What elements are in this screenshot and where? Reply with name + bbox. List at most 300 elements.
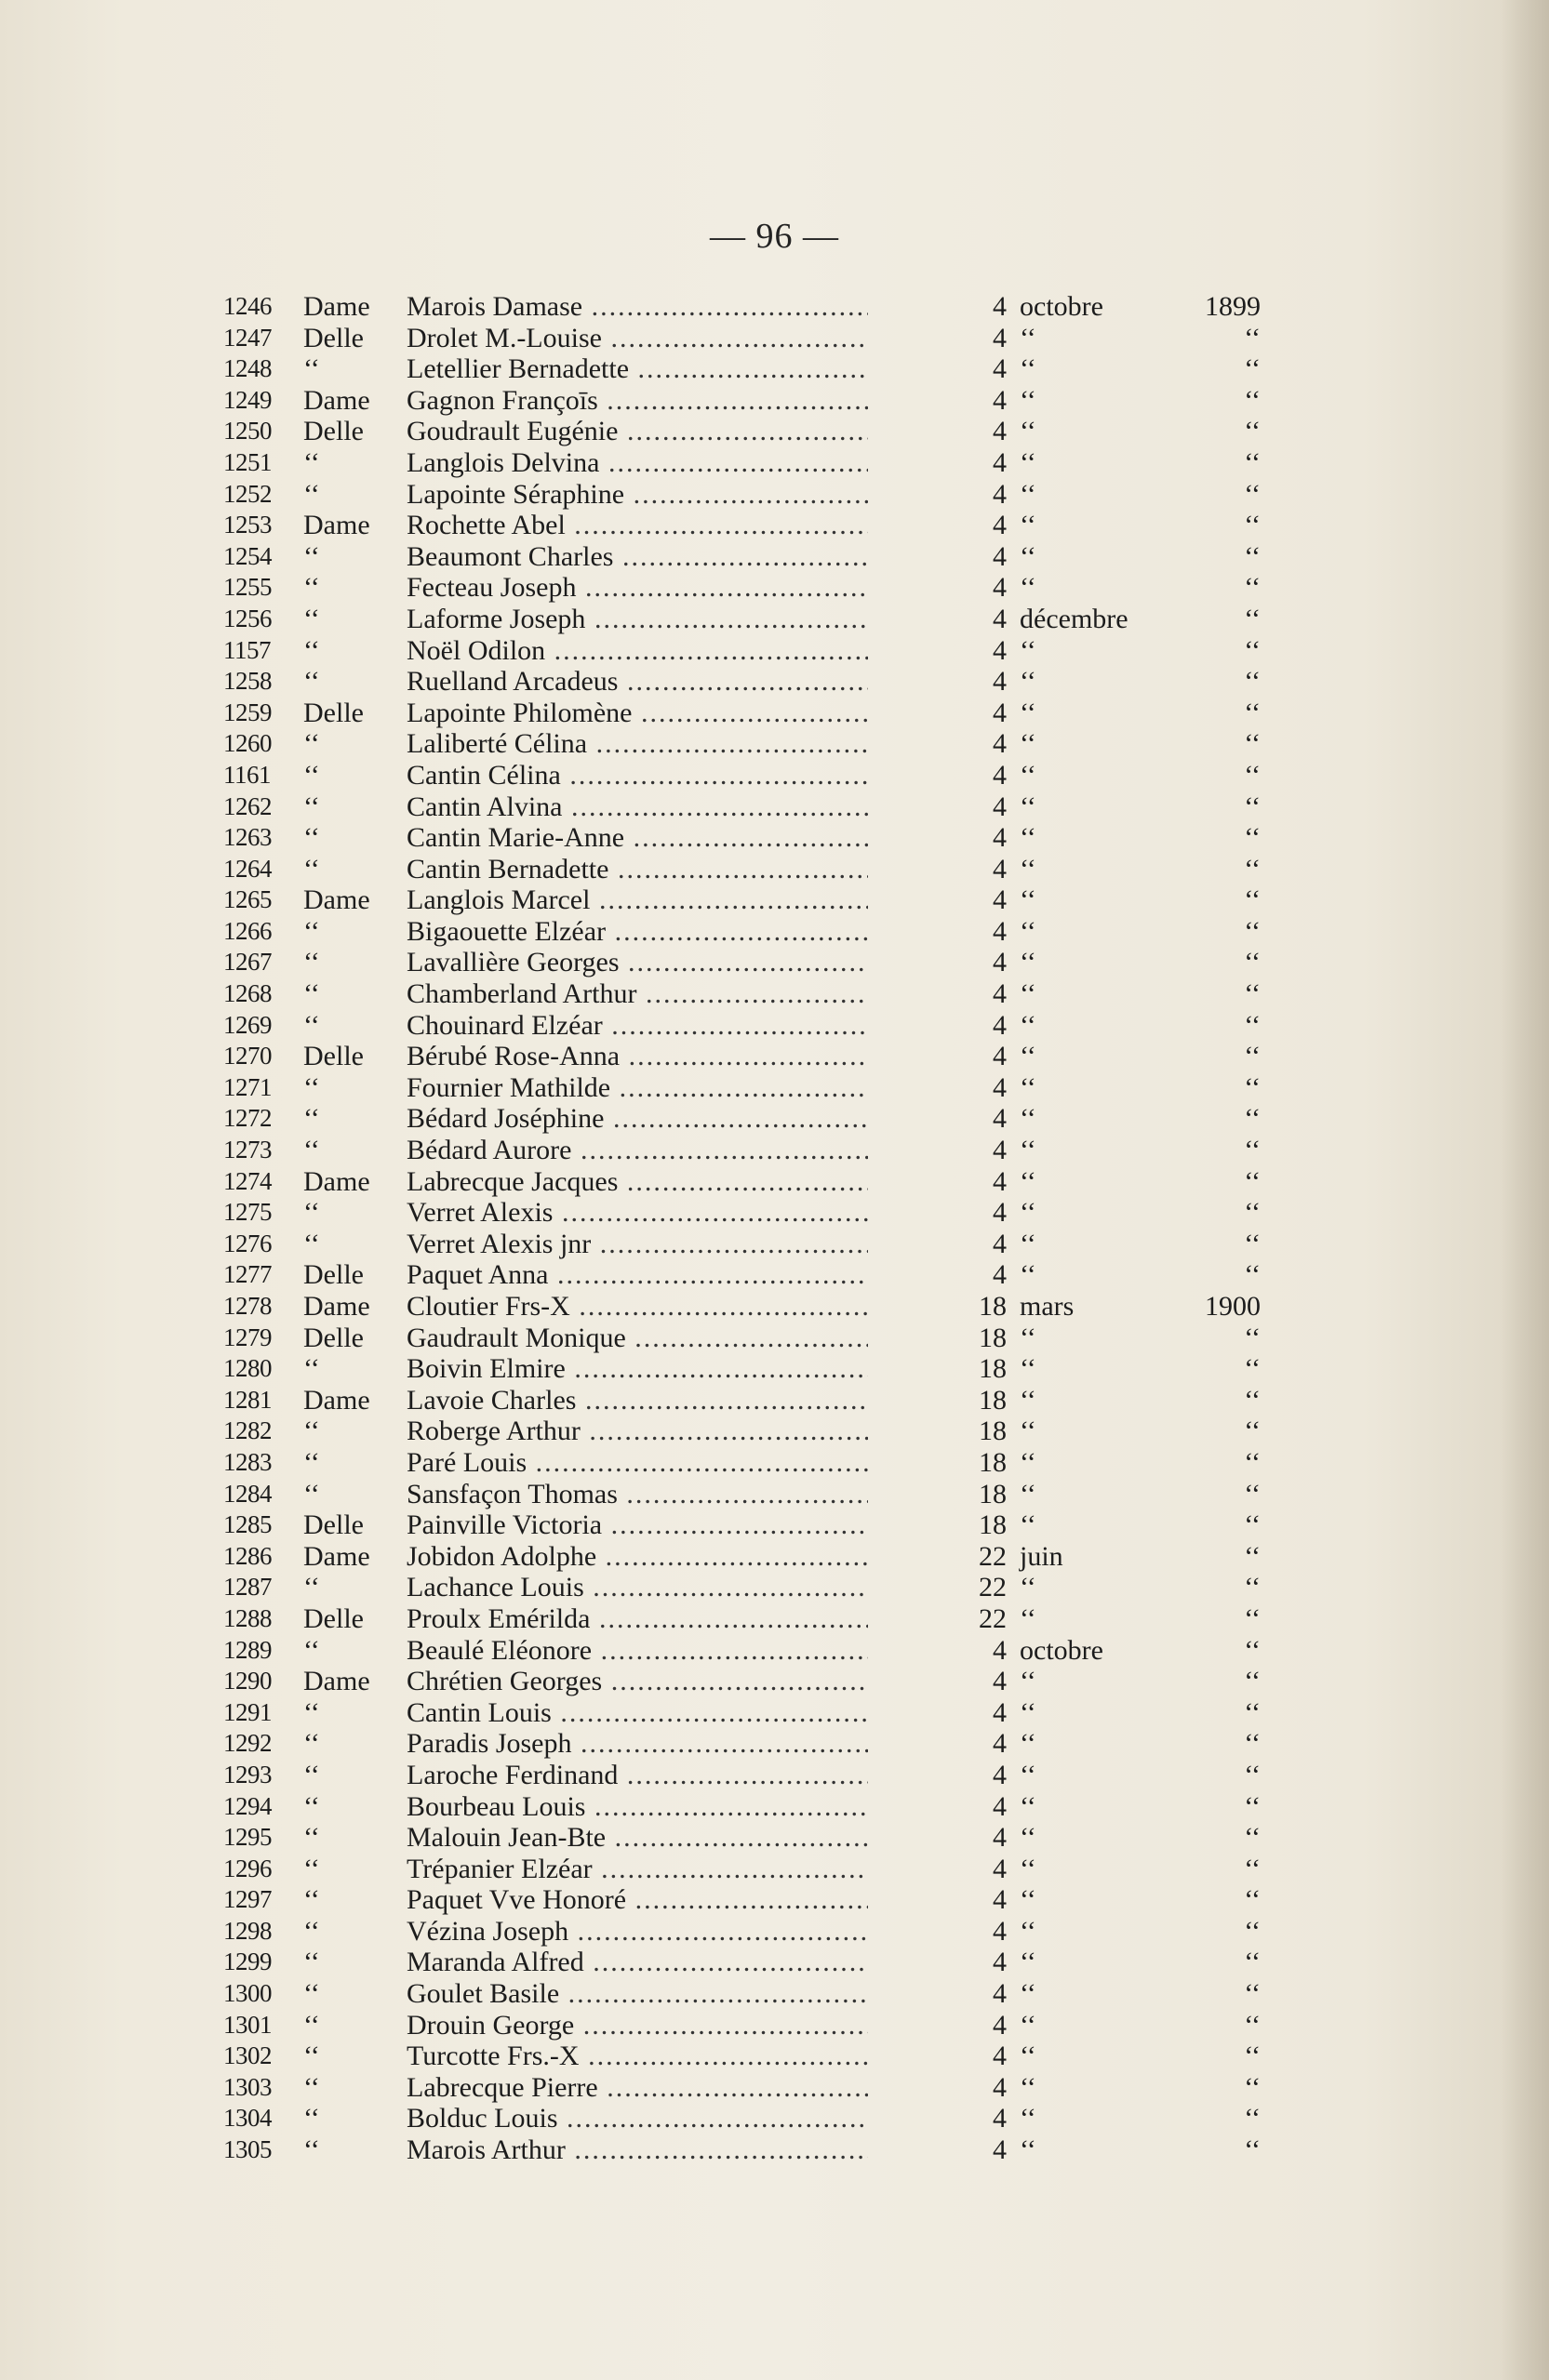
entry-year: ‘‘	[1244, 822, 1261, 854]
entry-number: 1252	[223, 479, 272, 508]
entry-row	[0, 2134, 1549, 2166]
entry-row	[0, 416, 1549, 447]
entry-row	[0, 1697, 1549, 1729]
entry-row	[0, 1947, 1549, 1978]
entry-name-cell	[407, 1479, 868, 1510]
entry-row	[0, 666, 1549, 698]
entry-year: ‘‘	[1244, 1322, 1261, 1353]
entry-title: ‘‘	[303, 728, 320, 760]
entry-name-cell	[407, 1978, 868, 2010]
entry-year: ‘‘	[1244, 915, 1261, 947]
entry-day: 18	[979, 1416, 1007, 1447]
entry-name-cell	[407, 791, 868, 823]
entry-month: ‘‘	[1020, 1728, 1036, 1760]
entry-number: 1301	[223, 2010, 272, 2039]
entry-name: Gagnon Françoīs .....	[407, 385, 868, 417]
entry-day: 4	[993, 1759, 1007, 1790]
entry-title: Dame	[303, 1165, 370, 1197]
entry-number: 1305	[223, 2135, 272, 2164]
entry-name-cell	[407, 604, 868, 635]
entry-number: 1260	[223, 729, 272, 758]
entry-day: 4	[993, 1696, 1007, 1728]
entry-day: 22	[979, 1540, 1007, 1572]
entry-name: Boivin Elmire .....	[407, 1353, 868, 1385]
entry-title: Dame	[303, 884, 370, 916]
entry-month: ‘‘	[1020, 1947, 1036, 1978]
entry-year: ‘‘	[1244, 1103, 1261, 1135]
entry-name: Bourbeau Louis .....	[407, 1791, 868, 1823]
entry-number: 1290	[223, 1667, 272, 1695]
entry-row	[0, 479, 1549, 511]
entry-name: Roberge Arthur .....	[407, 1416, 868, 1447]
entry-name: Lapointe Philomène .....	[407, 698, 868, 729]
entry-row	[0, 822, 1549, 854]
entry-year: ‘‘	[1244, 978, 1261, 1010]
entry-name: Beaulé Eléonore .....	[407, 1635, 868, 1667]
entry-month: ‘‘	[1020, 2134, 1036, 2166]
entry-number: 1282	[223, 1416, 272, 1445]
entry-row	[0, 1916, 1549, 1948]
entry-year: ‘‘	[1244, 728, 1261, 760]
entry-day: 4	[993, 510, 1007, 541]
entry-name: Paré Louis .....	[407, 1447, 868, 1479]
entry-row	[0, 2072, 1549, 2104]
entry-name: Lachance Louis .....	[407, 1572, 868, 1603]
entry-title: Delle	[303, 1259, 364, 1291]
entry-name: Lapointe Séraphine .....	[407, 479, 868, 511]
entry-year: ‘‘	[1244, 1478, 1261, 1509]
entry-year: ‘‘	[1244, 416, 1261, 447]
entry-name-cell	[407, 698, 868, 729]
entry-row	[0, 884, 1549, 916]
entry-year: ‘‘	[1244, 1947, 1261, 1978]
entry-name-cell	[407, 978, 868, 1010]
entry-name-cell	[407, 1197, 868, 1229]
entry-month: ‘‘	[1020, 1666, 1036, 1697]
entry-year: 1900	[1205, 1291, 1261, 1322]
entry-title: ‘‘	[303, 446, 320, 478]
entry-row	[0, 1197, 1549, 1229]
entry-year: ‘‘	[1244, 1915, 1261, 1947]
entry-row	[0, 1229, 1549, 1260]
entry-row	[0, 978, 1549, 1010]
entry-name-cell	[407, 1697, 868, 1729]
entry-year: ‘‘	[1244, 1009, 1261, 1041]
entry-day: 4	[993, 947, 1007, 978]
entry-day: 4	[993, 791, 1007, 822]
entry-month: ‘‘	[1020, 1572, 1036, 1603]
entry-year: ‘‘	[1244, 1197, 1261, 1229]
entry-month: ‘‘	[1020, 384, 1036, 416]
entry-title: ‘‘	[303, 759, 320, 791]
entry-title: Dame	[303, 384, 370, 416]
entry-number: 1250	[223, 417, 272, 445]
entry-month: ‘‘	[1020, 1446, 1036, 1478]
entry-month: ‘‘	[1020, 572, 1036, 604]
entry-day: 4	[993, 540, 1007, 572]
entry-day: 18	[979, 1322, 1007, 1353]
entry-title: Dame	[303, 510, 370, 541]
entry-year: ‘‘	[1244, 1259, 1261, 1291]
entry-month: ‘‘	[1020, 540, 1036, 572]
entry-title: ‘‘	[303, 1071, 320, 1103]
entry-row	[0, 541, 1549, 573]
entry-name: Cantin Célina .....	[407, 760, 868, 791]
entry-day: 22	[979, 1602, 1007, 1634]
entry-row	[0, 2010, 1549, 2041]
entry-name-cell	[407, 1323, 868, 1354]
entry-name-cell	[407, 666, 868, 698]
entry-number: 1268	[223, 979, 272, 1008]
entry-number: 1294	[223, 1791, 272, 1820]
entry-day: 4	[993, 572, 1007, 604]
entry-row	[0, 510, 1549, 541]
entry-title: ‘‘	[303, 1884, 320, 1916]
entry-name-cell	[407, 1728, 868, 1760]
entry-name-cell	[407, 1947, 868, 1978]
entry-year: ‘‘	[1244, 2134, 1261, 2166]
entry-name-cell	[407, 1010, 868, 1042]
entry-name-cell	[407, 2041, 868, 2072]
entry-number: 1283	[223, 1447, 272, 1476]
entry-day: 4	[993, 446, 1007, 478]
entry-title: ‘‘	[303, 1009, 320, 1041]
entry-day: 4	[993, 1947, 1007, 1978]
entry-day: 4	[993, 1165, 1007, 1197]
entry-title: ‘‘	[303, 978, 320, 1010]
entry-name-cell	[407, 1385, 868, 1416]
entry-year: ‘‘	[1244, 2009, 1261, 2041]
entry-name-cell	[407, 1072, 868, 1104]
entry-month: ‘‘	[1020, 1478, 1036, 1509]
entry-month: ‘‘	[1020, 1228, 1036, 1259]
entry-title: ‘‘	[303, 1915, 320, 1947]
entry-row	[0, 1416, 1549, 1447]
entry-year: ‘‘	[1244, 1384, 1261, 1416]
entry-name-cell	[407, 1572, 868, 1603]
entry-title: ‘‘	[303, 1853, 320, 1884]
entry-name: Turcotte Frs.-X .....	[407, 2041, 868, 2072]
entry-number: 1251	[223, 447, 272, 476]
entry-month: ‘‘	[1020, 947, 1036, 978]
entry-month: ‘‘	[1020, 822, 1036, 854]
entry-year: ‘‘	[1244, 510, 1261, 541]
entry-row	[0, 1447, 1549, 1479]
entry-title: ‘‘	[303, 1759, 320, 1790]
entry-title: Dame	[303, 1540, 370, 1572]
entry-month: juin	[1020, 1540, 1063, 1572]
entry-row	[0, 1072, 1549, 1104]
entry-name: Cantin Marie-Anne .....	[407, 822, 868, 854]
entry-number: 1271	[223, 1072, 272, 1101]
entry-month: ‘‘	[1020, 728, 1036, 760]
entry-month: ‘‘	[1020, 1384, 1036, 1416]
entry-year: ‘‘	[1244, 1165, 1261, 1197]
entry-number: 1276	[223, 1229, 272, 1257]
entry-name-cell	[407, 947, 868, 978]
entry-row	[0, 1572, 1549, 1603]
entry-name: Lavoie Charles .....	[407, 1385, 868, 1416]
entry-name: Goulet Basile .....	[407, 1978, 868, 2010]
entry-name-cell	[407, 1854, 868, 1885]
entry-name-cell	[407, 2072, 868, 2104]
entry-name: Bolduc Louis .....	[407, 2103, 868, 2134]
entry-number: 1157	[223, 635, 271, 664]
entry-year: ‘‘	[1244, 1509, 1261, 1541]
entry-row	[0, 1666, 1549, 1697]
entry-name: Labrecque Pierre .....	[407, 2072, 868, 2104]
entry-row	[0, 947, 1549, 978]
entry-day: 18	[979, 1478, 1007, 1509]
entry-day: 18	[979, 1291, 1007, 1322]
entry-row	[0, 1291, 1549, 1323]
entry-name: Laliberté Célina .....	[407, 728, 868, 760]
entry-name: Marois Damase .....	[407, 291, 868, 323]
entry-title: ‘‘	[303, 2103, 320, 2134]
page-number: — 96 —	[710, 217, 839, 256]
entry-row	[0, 1822, 1549, 1854]
entry-name-cell	[407, 291, 868, 323]
entry-name: Labrecque Jacques .....	[407, 1166, 868, 1198]
entry-number: 1297	[223, 1885, 272, 1914]
entry-year: ‘‘	[1244, 1446, 1261, 1478]
entry-year: ‘‘	[1244, 759, 1261, 791]
entry-number: 1287	[223, 1573, 272, 1602]
entry-number: 1295	[223, 1823, 272, 1852]
entry-day: 4	[993, 1071, 1007, 1103]
entry-title: ‘‘	[303, 353, 320, 385]
entry-day: 4	[993, 1009, 1007, 1041]
entry-year: ‘‘	[1244, 1666, 1261, 1697]
entry-name: Beaumont Charles .....	[407, 541, 868, 573]
entry-month: ‘‘	[1020, 1197, 1036, 1229]
entry-month: ‘‘	[1020, 416, 1036, 447]
entry-day: 4	[993, 1634, 1007, 1666]
entry-number: 1278	[223, 1292, 272, 1320]
entry-number: 1302	[223, 2041, 272, 2070]
entry-month: ‘‘	[1020, 510, 1036, 541]
entry-name-cell	[407, 1509, 868, 1541]
entry-month: ‘‘	[1020, 853, 1036, 884]
entry-day: 4	[993, 1259, 1007, 1291]
entry-day: 4	[993, 1822, 1007, 1854]
entry-row	[0, 323, 1549, 354]
entry-name-cell	[407, 1291, 868, 1323]
entry-name: Malouin Jean-Bte .....	[407, 1822, 868, 1854]
entry-title: ‘‘	[303, 1634, 320, 1666]
entry-year: ‘‘	[1244, 1572, 1261, 1603]
entry-year: ‘‘	[1244, 322, 1261, 353]
entry-year: ‘‘	[1244, 1822, 1261, 1854]
entry-row	[0, 1479, 1549, 1510]
entry-name-cell	[407, 1416, 868, 1447]
entry-title: Dame	[303, 1291, 370, 1322]
entry-name: Bigaouette Elzéar .....	[407, 916, 868, 948]
entry-day: 4	[993, 1666, 1007, 1697]
entry-month: ‘‘	[1020, 1259, 1036, 1291]
entry-title: ‘‘	[303, 1790, 320, 1822]
entry-number: 1284	[223, 1479, 272, 1508]
entry-title: ‘‘	[303, 2134, 320, 2166]
entry-title: Delle	[303, 1602, 364, 1634]
entry-year: ‘‘	[1244, 1135, 1261, 1166]
entry-name-cell	[407, 1041, 868, 1072]
entry-number: 1291	[223, 1697, 272, 1726]
entry-name: Noël Odilon .....	[407, 635, 868, 667]
entry-name: Paradis Joseph .....	[407, 1728, 868, 1760]
entry-name: Sansfaçon Thomas .....	[407, 1479, 868, 1510]
entry-name-cell	[407, 1135, 868, 1166]
entry-name: Chamberland Arthur .....	[407, 978, 868, 1010]
entry-row	[0, 2103, 1549, 2134]
entry-year: ‘‘	[1244, 2071, 1261, 2103]
entry-month: ‘‘	[1020, 1978, 1036, 2010]
entry-year: ‘‘	[1244, 2103, 1261, 2134]
entry-month: ‘‘	[1020, 1915, 1036, 1947]
entry-year: ‘‘	[1244, 1884, 1261, 1916]
entry-number: 1259	[223, 698, 272, 726]
entry-number: 1277	[223, 1260, 272, 1289]
entry-name: Paquet Vve Honoré .....	[407, 1884, 868, 1916]
entry-name-cell	[407, 1353, 868, 1385]
entry-day: 4	[993, 759, 1007, 791]
entry-row	[0, 1010, 1549, 1042]
entry-day: 4	[993, 634, 1007, 666]
entry-name-cell	[407, 1541, 868, 1573]
entry-name: Langlois Delvina .....	[407, 447, 868, 479]
entry-month: octobre	[1020, 291, 1103, 322]
entry-year: ‘‘	[1244, 947, 1261, 978]
entry-row	[0, 1041, 1549, 1072]
entry-name: Goudrault Eugénie .....	[407, 416, 868, 447]
entry-month: ‘‘	[1020, 978, 1036, 1010]
entry-month: mars	[1020, 1291, 1075, 1322]
entry-title: ‘‘	[303, 1416, 320, 1447]
entry-name: Gaudrault Monique .....	[407, 1323, 868, 1354]
entry-number: 1279	[223, 1323, 272, 1351]
entry-month: ‘‘	[1020, 1416, 1036, 1447]
entry-number: 1253	[223, 511, 272, 539]
entry-day: 4	[993, 1853, 1007, 1884]
entry-number: 1264	[223, 854, 272, 883]
entry-row	[0, 1728, 1549, 1760]
entry-title: ‘‘	[303, 1446, 320, 1478]
entry-title: Dame	[303, 1384, 370, 1416]
entry-title: ‘‘	[303, 1103, 320, 1135]
entry-name-cell	[407, 1916, 868, 1948]
entry-month: ‘‘	[1020, 1696, 1036, 1728]
entry-year: 1899	[1205, 291, 1261, 322]
entry-row	[0, 353, 1549, 385]
entry-year: ‘‘	[1244, 1353, 1261, 1385]
entry-number: 1161	[223, 760, 271, 789]
entry-day: 4	[993, 915, 1007, 947]
entry-name: Ruelland Arcadeus .....	[407, 666, 868, 698]
entry-name: Trépanier Elzéar .....	[407, 1854, 868, 1885]
entry-name-cell	[407, 323, 868, 354]
entry-day: 4	[993, 822, 1007, 854]
entry-title: ‘‘	[303, 2071, 320, 2103]
entry-title: Delle	[303, 416, 364, 447]
entry-row	[0, 635, 1549, 667]
entry-number: 1266	[223, 916, 272, 945]
entry-number: 1248	[223, 354, 272, 383]
entry-day: 18	[979, 1353, 1007, 1385]
entry-name-cell	[407, 1166, 868, 1198]
entry-year: ‘‘	[1244, 666, 1261, 698]
entry-title: ‘‘	[303, 915, 320, 947]
entry-day: 4	[993, 2009, 1007, 2041]
entry-row	[0, 385, 1549, 417]
entry-row	[0, 1385, 1549, 1416]
entry-number: 1300	[223, 1979, 272, 2008]
entry-title: ‘‘	[303, 2041, 320, 2072]
entry-name-cell	[407, 572, 868, 604]
entry-title: ‘‘	[303, 853, 320, 884]
entry-title: ‘‘	[303, 1822, 320, 1854]
entry-number: 1263	[223, 823, 272, 852]
entry-name: Laroche Ferdinand .....	[407, 1760, 868, 1791]
entry-day: 22	[979, 1572, 1007, 1603]
entry-title: ‘‘	[303, 540, 320, 572]
entry-title: ‘‘	[303, 2009, 320, 2041]
entry-year: ‘‘	[1244, 1978, 1261, 2010]
entry-year: ‘‘	[1244, 1602, 1261, 1634]
entry-row	[0, 1135, 1549, 1166]
entry-name: Vézina Joseph .....	[407, 1916, 868, 1948]
entry-day: 4	[993, 2071, 1007, 2103]
entry-title: Delle	[303, 1322, 364, 1353]
entry-year: ‘‘	[1244, 1853, 1261, 1884]
entry-number: 1270	[223, 1042, 272, 1070]
entry-day: 4	[993, 1884, 1007, 1916]
entry-month: ‘‘	[1020, 1790, 1036, 1822]
entry-name: Bédard Aurore .....	[407, 1135, 868, 1166]
entry-name: Marois Arthur .....	[407, 2134, 868, 2166]
entry-day: 4	[993, 1228, 1007, 1259]
entry-number: 1304	[223, 2104, 272, 2133]
entry-title: Dame	[303, 1666, 370, 1697]
entry-year: ‘‘	[1244, 884, 1261, 916]
entry-name: Cantin Louis .....	[407, 1697, 868, 1729]
entry-number: 1299	[223, 1948, 272, 1976]
entry-month: ‘‘	[1020, 322, 1036, 353]
entry-row	[0, 1978, 1549, 2010]
entry-day: 4	[993, 1915, 1007, 1947]
entry-name-cell	[407, 916, 868, 948]
entry-year: ‘‘	[1244, 540, 1261, 572]
entry-row	[0, 698, 1549, 729]
entry-month: ‘‘	[1020, 1509, 1036, 1541]
entry-number: 1249	[223, 385, 272, 414]
entry-title: ‘‘	[303, 572, 320, 604]
entry-name-cell	[407, 854, 868, 885]
entry-year: ‘‘	[1244, 1790, 1261, 1822]
entry-name-cell	[407, 1603, 868, 1635]
entry-name-cell	[407, 416, 868, 447]
entry-month: ‘‘	[1020, 1322, 1036, 1353]
entry-name: Cloutier Frs-X .....	[407, 1291, 868, 1323]
entry-number: 1262	[223, 791, 272, 820]
entry-day: 4	[993, 322, 1007, 353]
entry-day: 18	[979, 1509, 1007, 1541]
entry-number: 1281	[223, 1385, 272, 1414]
entry-name-cell	[407, 447, 868, 479]
entry-row	[0, 1854, 1549, 1885]
entry-number: 1255	[223, 573, 272, 602]
entry-day: 4	[993, 384, 1007, 416]
entry-day: 4	[993, 884, 1007, 916]
